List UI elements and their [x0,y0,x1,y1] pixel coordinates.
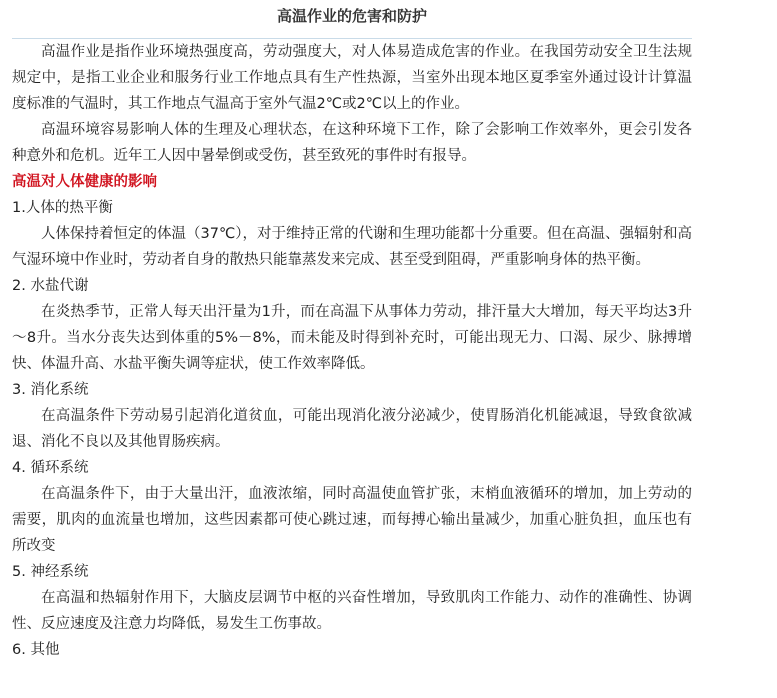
item-text-4: 在高温条件下，由于大量出汗，血液浓缩，同时高温使血管扩张，末梢血液循环的增加，加上劳动的需要，肌肉的血流量也增加，这些因素都可使心跳过速，而每搏心输出量减少，加重心脏负担，血压也有所改变 [12,486,692,554]
item-text-3: 在高温条件下劳动易引起消化道贫血，可能出现消化液分泌减少，使胃肠消化机能减退，导致食欲减退、消化不良以及其他胃肠疾病。 [12,408,692,450]
item-text-5: 在高温和热辐射作用下，大脑皮层调节中枢的兴奋性增加，导致肌肉工作能力、动作的准确性、协调性、反应速度及注意力均降低，易发生工伤事故。 [12,590,692,632]
item-heading-5: 5. 神经系统 [12,564,89,580]
item-heading-1: 1.人体的热平衡 [12,200,113,216]
item-text-2: 在炎热季节，正常人每天出汗量为1升，而在高温下从事体力劳动，排汗量大大增加，每天平均达3升～8升。当水分丧失达到体重的5%－8%，而未能及时得到补充时，可能出现无力、口渴、尿少、脉搏增快、体温升高、水盐平衡失调等症状，使工作效率降低。 [12,304,692,372]
item-heading-4: 4. 循环系统 [12,460,89,476]
article-body [12,39,692,663]
item-heading-2: 2. 水盐代谢 [12,278,89,294]
item-heading-3: 3. 消化系统 [12,382,89,398]
item-heading-6: 6. 其他 [12,642,60,658]
intro-paragraph-2: 高温环境容易影响人体的生理及心理状态，在这种环境下工作，除了会影响工作效率外，更会引发各种意外和危机。近年工人因中暑晕倒或受伤，甚至致死的事件时有报导。 [12,122,692,164]
article-title: 高温作业的危害和防护 [276,7,427,25]
intro-paragraph-1: 高温作业是指作业环境热强度高，劳动强度大，对人体易造成危害的作业。在我国劳动安全卫生法规规定中，是指工业企业和服务行业工作地点具有生产性热源，当室外出现本地区夏季室外通过设计计算温度标准的气温时，其工作地点气温高于室外气温2℃或2℃以上的作业。 [12,44,692,112]
article [12,0,692,663]
section-heading: 高温对人体健康的影响 [12,174,157,190]
item-text-1: 人体保持着恒定的体温（37℃），对于维持正常的代谢和生理功能都十分重要。但在高温、强辐射和高气湿环境中作业时，劳动者自身的散热只能靠蒸发来完成、甚至受到阻碍，严重影响身体的热平衡。 [12,226,692,268]
